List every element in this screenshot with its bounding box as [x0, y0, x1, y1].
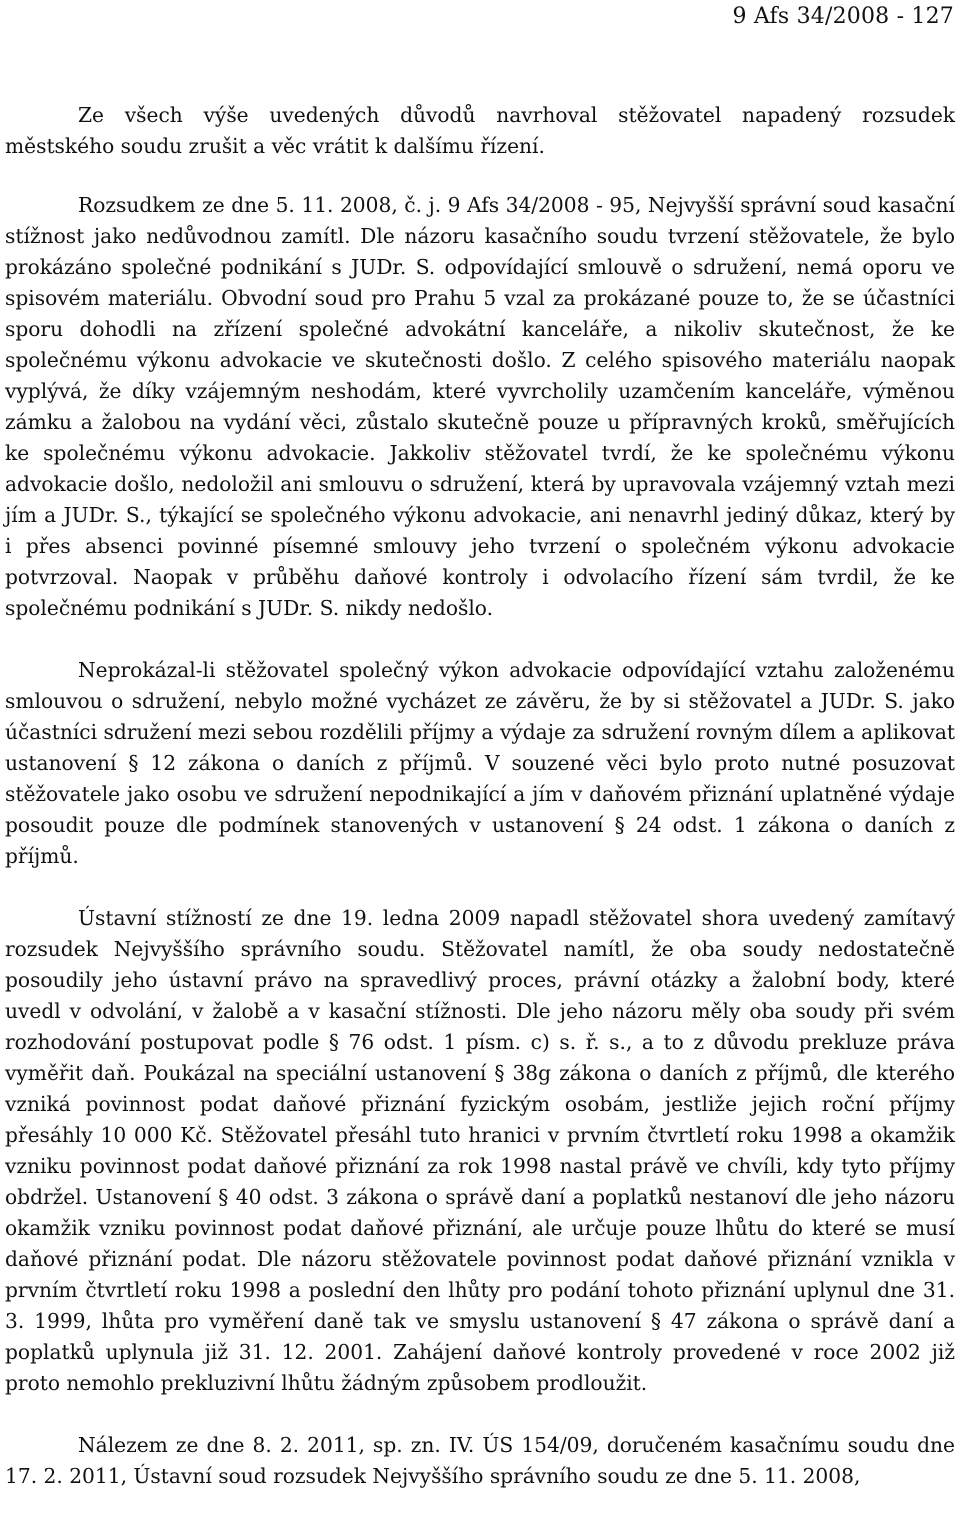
case-reference-header: 9 Afs 34/2008 - 127	[732, 4, 954, 29]
paragraph-4: Ústavní stížností ze dne 19. ledna 2009 napadl stěžovatel shora uvedený zamítavý rozsudek Nejvyššího správního soudu. Stěžovatel namítl, že oba soudy nedostatečně posoudily jeho ústavní právo na spravedlivý proces, právní otázky a žalobní body, které uvedl v odvolání, v žalobě a v kasační stížnosti. Dle jeho názoru měly oba soudy při svém rozhodování postupovat podle § 76 odst. 1 písm. c) s. ř. s., a to z důvodu prekluze práva vyměřit daň. Poukázal na speciální ustanovení § 38g zákona o daních z příjmů, dle kterého vzniká povinnost podat daňové přiznání fyzickým osobám, jestliže jejich roční příjmy přesáhly 10 000 Kč. Stěžovatel přesáhl tuto hranici v prvním čtvrtletí roku 1998 a okamžik vzniku povinnost podat daňové přiznání za rok 1998 nastal právě ve chvíli, kdy tyto příjmy obdržel. Ustanovení § 40 odst. 3 zákona o správě daní a poplatků nestanoví dle jeho názoru okamžik vzniku povinnost podat daňové přiznání, ale určuje pouze lhůtu do které se musí daňové přiznání podat. Dle názoru stěžovatele povinnost podat daňové přiznání vznikla v prvním čtvrtletí roku 1998 a poslední den lhůty pro podání tohoto přiznání uplynul dne 31. 3. 1999, lhůta pro vyměření daně tak ve smyslu ustanovení § 47 zákona o správě daní a poplatků uplynula již 31. 12. 2001. Zahájení daňové kontroly provedené v roce 2002 již proto nemohlo prekluzivní lhůtu žádným způsobem prodloužit.	[5, 906, 955, 1395]
paragraph-1: Ze všech výše uvedených důvodů navrhoval stěžovatel napadený rozsudek městského soudu zrušit a věc vrátit k dalšímu řízení.	[5, 103, 955, 158]
paragraph-5: Nálezem ze dne 8. 2. 2011, sp. zn. IV. ÚS 154/09, doručeném kasačnímu soudu dne 17. 2. 2011, Ústavní soud rozsudek Nejvyššího správního soudu ze dne 5. 11. 2008,	[5, 1433, 955, 1488]
document-body	[5, 100, 955, 1492]
paragraph-3: Neprokázal-li stěžovatel společný výkon advokacie odpovídající vztahu založenému smlouvou o sdružení, nebylo možné vycházet ze závěru, že by si stěžovatel a JUDr. S. jako účastníci sdružení mezi sebou rozdělili příjmy a výdaje za sdružení rovným dílem a aplikovat ustanovení § 12 zákona o daních z příjmů. V souzené věci bylo proto nutné posuzovat stěžovatele jako osobu ve sdružení nepodnikající a jím v daňovém přiznání uplatněné výdaje posoudit pouze dle podmínek stanovených v ustanovení § 24 odst. 1 zákona o daních z příjmů.	[5, 658, 955, 868]
paragraph-2: Rozsudkem ze dne 5. 11. 2008, č. j. 9 Afs 34/2008 - 95, Nejvyšší správní soud kasační stížnost jako nedůvodnou zamítl. Dle názoru kasačního soudu tvrzení stěžovatele, že bylo prokázáno společné podnikání s JUDr. S. odpovídající smlouvě o sdružení, nemá oporu ve spisovém materiálu. Obvodní soud pro Prahu 5 vzal za prokázané pouze to, že se účastníci sporu dohodli na zřízení společné advokátní kanceláře, a nikoliv skutečnost, že ke společnému výkonu advokacie ve skutečnosti došlo. Z celého spisového materiálu naopak vyplývá, že díky vzájemným neshodám, které vyvrcholily uzamčením kanceláře, výměnou zámku a žalobou na vydání věci, zůstalo skutečně pouze u přípravných kroků, směřujících ke společnému výkonu advokacie. Jakkoliv stěžovatel tvrdí, že ke společnému výkonu advokacie došlo, nedoložil ani smlouvu o sdružení, která by upravovala vzájemný vztah mezi jím a JUDr. S., týkající se společného výkonu advokacie, ani nenavrhl jediný důkaz, který by i přes absenci povinné písemné smlouvy jeho tvrzení o společném výkonu advokacie potvrzoval. Naopak v průběhu daňové kontroly i odvolacího řízení sám tvrdil, že ke společnému podnikání s JUDr. S. nikdy nedošlo.	[5, 193, 955, 620]
